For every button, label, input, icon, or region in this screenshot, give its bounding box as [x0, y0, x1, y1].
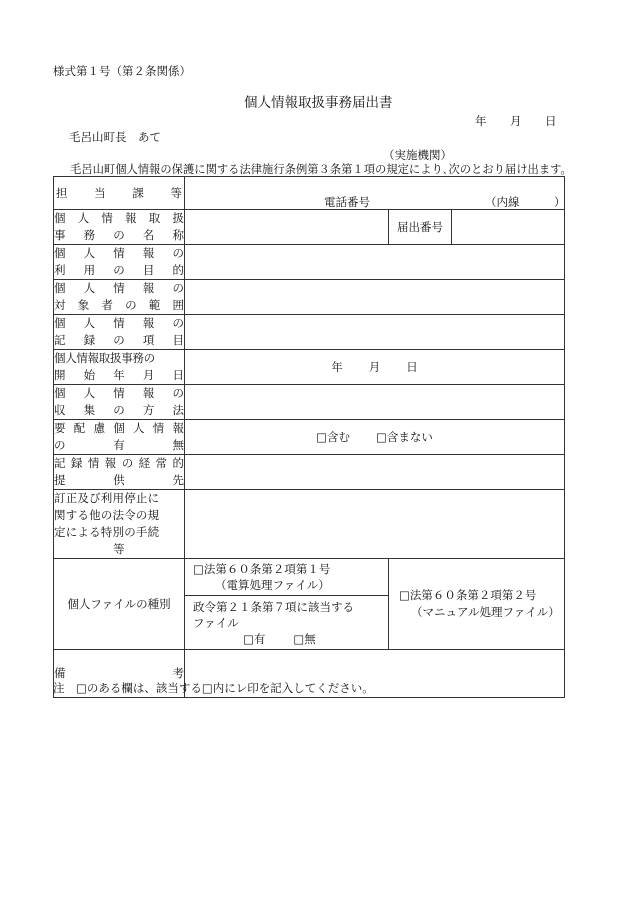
sensitive-no-checkbox[interactable]: □含まない [376, 430, 433, 444]
label-special-procedure: 訂正及び利用停止に 関する他の法令の規 定による特別の手続 等 [54, 490, 185, 559]
ordinance-text: 政令第２１条第７項に該当する [193, 600, 354, 614]
label-purpose: 個 人 情 報 の 利 用 の 目 的 [54, 245, 185, 280]
footnote: 注 □のある欄は、該当する□内にレ印を記入してください。 [53, 681, 374, 695]
label-record-items: 個 人 情 報 の 記 録 の 項 目 [54, 315, 185, 350]
sensitive-yes-checkbox[interactable]: □含む [316, 430, 350, 444]
purpose-field[interactable] [185, 245, 565, 280]
file-type-option1 [185, 559, 389, 650]
notify-number-label: 届出番号 [389, 210, 452, 245]
option2-checkbox[interactable]: □法第６０条第２項第２号 [399, 588, 537, 602]
start-year: 年 [331, 360, 343, 374]
addressee: 毛呂山町長 あて [69, 130, 161, 144]
start-month: 月 [368, 360, 381, 374]
label-office-name: 個 人 情 報 取 扱 事 務 の 名 称 [54, 210, 185, 245]
file-type-option2 [389, 559, 565, 650]
regular-provision-field[interactable] [185, 455, 565, 490]
form-number: 様式第１号（第２条関係） [53, 64, 191, 78]
sensitive-info-field [185, 420, 565, 455]
start-day: 日 [406, 360, 418, 374]
intro-text: 毛呂山町個人情報の保護に関する法律施行条例第３条第１項の規定により､次のとおり届け出ます。 [70, 163, 572, 176]
option1-subtitle: （電算処理ファイル） [215, 578, 330, 592]
notification-form-table [53, 176, 565, 698]
collection-method-field[interactable] [185, 385, 565, 420]
label-start-date: 個人情報取扱事務の 開 始 年 月 日 [54, 350, 185, 385]
special-procedure-field[interactable] [185, 490, 565, 559]
scope-field[interactable] [185, 280, 565, 315]
office-name-field[interactable] [185, 210, 389, 245]
notify-number-field[interactable] [452, 210, 565, 245]
form-title: 個人情報取扱事務届出書 [244, 95, 393, 111]
date-day: 日 [545, 114, 557, 128]
option2-subtitle: （マニュアル処理ファイル） [411, 605, 560, 619]
label-sensitive-info: 要 配 慮 個 人 情 報 の 有 無 [54, 420, 185, 455]
record-items-field[interactable] [185, 315, 565, 350]
label-department: 担 当 課 等 [54, 177, 185, 210]
label-remarks: 備 考 [54, 650, 185, 698]
ordinance-yes-checkbox[interactable]: □有 [243, 632, 266, 646]
start-date-field[interactable] [185, 350, 565, 385]
date-year: 年 [475, 114, 487, 128]
ordinance-text-2: ファイル [193, 616, 239, 630]
label-regular-provision: 記 録 情 報 の 経 常 的 提 供 先 [54, 455, 185, 490]
department-field[interactable] [185, 177, 565, 210]
submitter-label: （実施機関） [383, 148, 452, 162]
ordinance-no-checkbox[interactable]: □無 [293, 632, 316, 646]
extension-label: （内線 ） [485, 195, 566, 209]
label-file-type: 個人ファイルの種別 [54, 559, 185, 650]
date-month: 月 [510, 114, 522, 128]
label-collection-method: 個 人 情 報 の 収 集 の 方 法 [54, 385, 185, 420]
option1-checkbox[interactable]: □法第６０条第２項第１号 [193, 562, 331, 576]
label-scope: 個 人 情 報 の 対 象 者 の 範 囲 [54, 280, 185, 315]
phone-label: 電話番号 [324, 195, 370, 209]
